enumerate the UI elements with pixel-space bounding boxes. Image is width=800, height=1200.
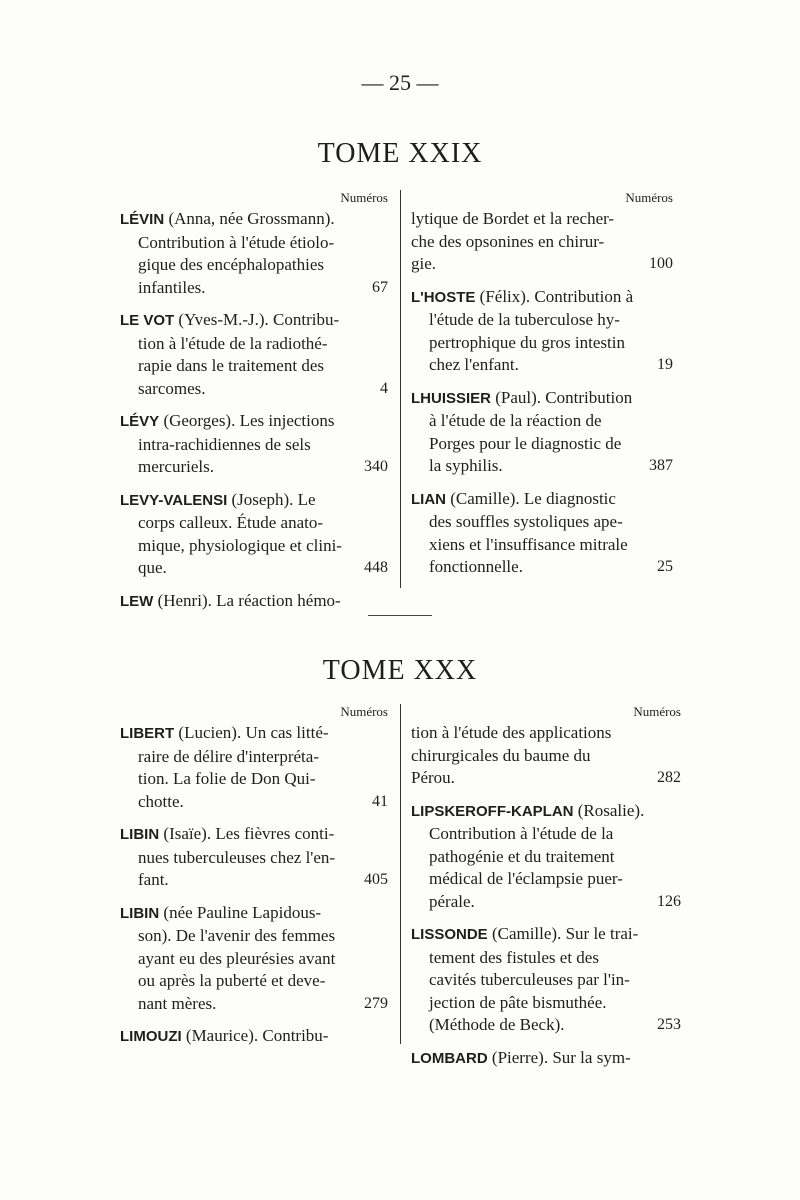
entry-text: pérale. [429, 891, 475, 911]
author-name: LIBIN [120, 826, 160, 843]
entry-text: fant. [138, 870, 169, 889]
index-entry [120, 410, 388, 479]
entry-text: la syphilis. [429, 456, 503, 475]
author-name: LÉVY [120, 413, 160, 430]
entry-text: Contribution à l'étude étiolo- [138, 232, 335, 252]
thesis-number: 100 [649, 255, 673, 272]
entry-text: ou après la puberté et deve- [138, 971, 326, 990]
entry-text: tion. La folie de Don Qui- [138, 769, 316, 788]
entry-text: (Félix). Contribution à [479, 286, 634, 306]
entry-text: gique des encéphalopathies [138, 255, 324, 274]
author-name: LIBERT [120, 725, 175, 742]
entry-text: des souffles systoliques ape- [429, 512, 623, 531]
tome-xxx-left-column [120, 704, 388, 1059]
thesis-number: 25 [657, 558, 673, 575]
entry-text: tion à l'étude des applications [411, 723, 612, 742]
entry-text: (Georges). Les injections [163, 411, 335, 430]
index-entry [120, 1025, 388, 1049]
thesis-number: 405 [364, 871, 388, 888]
entry-text: chotte. [138, 791, 184, 811]
entry-text: que. [138, 558, 167, 577]
index-entry [120, 208, 388, 299]
entry-text: à l'étude de la réaction de [429, 411, 602, 430]
author-name: LIPSKEROFF-KAPLAN [411, 802, 574, 820]
entry-text: fonctionnelle. [429, 557, 523, 576]
thesis-number: 67 [372, 278, 388, 296]
tome-xxx-right-column [411, 704, 681, 1080]
author-name: L'HOSTE [411, 288, 476, 306]
entry-text: Pérou. [411, 768, 455, 787]
entry-text: intra-rachidiennes de sels [138, 434, 311, 454]
index-entry [411, 800, 681, 914]
column-header-numeros: Numéros [340, 704, 388, 719]
entry-text: pertrophique du gros intestin [429, 332, 625, 352]
column-separator [400, 190, 401, 588]
entry-text: corps calleux. Étude anato- [138, 513, 324, 532]
entry-text: Porges pour le diagnostic de [429, 433, 622, 453]
author-name: LIAN [411, 490, 446, 508]
entry-text: (née Pauline Lapidous- [163, 902, 322, 922]
tome-xxix-left-column [120, 190, 388, 623]
entry-text: mique, physiologique et clini- [138, 535, 342, 555]
index-entry [120, 590, 388, 614]
entry-text: son). De l'avenir des femmes [138, 926, 336, 945]
entry-text: jection de pâte bismuthée. [429, 992, 607, 1012]
thesis-number: 126 [657, 892, 681, 910]
entry-text: cavités tuberculeuses par l'in- [429, 970, 630, 989]
index-entry [411, 722, 681, 790]
entry-text: (Yves-M.-J.). Contribu- [178, 310, 340, 329]
entry-text: che des opsonines en chirur- [411, 231, 605, 251]
author-name: LOMBARD [411, 1049, 488, 1067]
index-entry [411, 488, 673, 579]
entry-text: raire de délire d'interpréta- [138, 746, 319, 766]
entry-text: chirurgicales du baume du [411, 745, 591, 765]
thesis-number: 19 [657, 356, 673, 373]
entry-text: mercuriels. [138, 457, 214, 476]
tome-title: TOME XXX [322, 655, 478, 686]
author-name: LIMOUZI [120, 1028, 182, 1045]
entry-text: (Joseph). Le [231, 489, 316, 509]
thesis-number: 387 [649, 457, 673, 474]
author-name: LHUISSIER [411, 389, 492, 407]
entry-text: infantiles. [138, 277, 206, 297]
thesis-number: 41 [372, 792, 388, 810]
entry-text: sarcomes. [138, 378, 206, 398]
tome-xxix-right-column [411, 190, 673, 589]
entry-text: ayant eu des pleurésies avant [138, 948, 336, 968]
index-entry [120, 902, 388, 1016]
entry-text: chez l'enfant. [429, 355, 519, 374]
entry-text: tion à l'étude de la radiothé- [138, 333, 328, 353]
entry-text: (Paul). Contribution [495, 387, 633, 407]
entry-text: (Camille). Le diagnostic [450, 488, 616, 508]
page-number: — 25 — [361, 70, 439, 95]
index-entry [411, 387, 673, 478]
author-name: LE VOT [120, 312, 175, 329]
section-divider [368, 615, 432, 616]
index-entry [120, 489, 388, 580]
index-entry [411, 286, 673, 377]
tome-title: TOME XXIX [317, 138, 483, 169]
author-name: LIBIN [120, 904, 160, 922]
author-name: LEVY-VALENSI [120, 491, 228, 509]
index-entry [411, 1047, 681, 1071]
thesis-number: 253 [657, 1016, 681, 1033]
entry-text: (Camille). Sur le trai- [491, 924, 639, 943]
author-name: LÉVIN [120, 211, 165, 228]
thesis-number: 4 [380, 379, 388, 397]
column-separator [400, 704, 401, 1044]
thesis-number: 448 [364, 559, 388, 576]
index-entry [120, 722, 388, 813]
entry-text: médical de l'éclampsie puer- [429, 869, 623, 888]
entry-text: rapie dans le traitement des [138, 356, 324, 375]
thesis-number: 340 [364, 458, 388, 475]
column-header-numeros: Numéros [625, 190, 673, 205]
entry-text: (Maurice). Contribu- [185, 1026, 329, 1045]
thesis-number: 279 [364, 994, 388, 1012]
column-header-numeros: Numéros [633, 704, 681, 719]
entry-text: (Pierre). Sur la sym- [491, 1047, 631, 1067]
index-entry [120, 823, 388, 892]
entry-text: (Rosalie). [577, 800, 645, 820]
entry-text: lytique de Bordet et la recher- [411, 209, 615, 228]
entry-text: (Henri). La réaction hémo- [157, 590, 341, 610]
index-entry [411, 923, 681, 1037]
entry-text: pathogénie et du traitement [429, 846, 615, 866]
entry-text: nues tuberculeuses chez l'en- [138, 847, 336, 867]
entry-text: (Lucien). Un cas litté- [178, 723, 329, 742]
entry-text: (Anna, née Grossmann). [168, 209, 335, 228]
entry-text: nant mères. [138, 993, 217, 1013]
index-entry [411, 208, 673, 276]
entry-text: tement des fistules et des [429, 947, 599, 967]
author-name: LEW [120, 592, 154, 610]
entry-text: Contribution à l'étude de la [429, 824, 614, 843]
entry-text: (Isaïe). Les fièvres conti- [163, 824, 335, 843]
author-name: LISSONDE [411, 926, 488, 943]
column-header-numeros: Numéros [340, 190, 388, 205]
entry-text: gie. [411, 254, 437, 273]
entry-text: xiens et l'insuffisance mitrale [429, 534, 628, 554]
entry-text: (Méthode de Beck). [429, 1015, 565, 1034]
thesis-number: 282 [657, 769, 681, 786]
entry-text: l'étude de la tuberculose hy- [429, 310, 620, 329]
index-entry [120, 309, 388, 400]
